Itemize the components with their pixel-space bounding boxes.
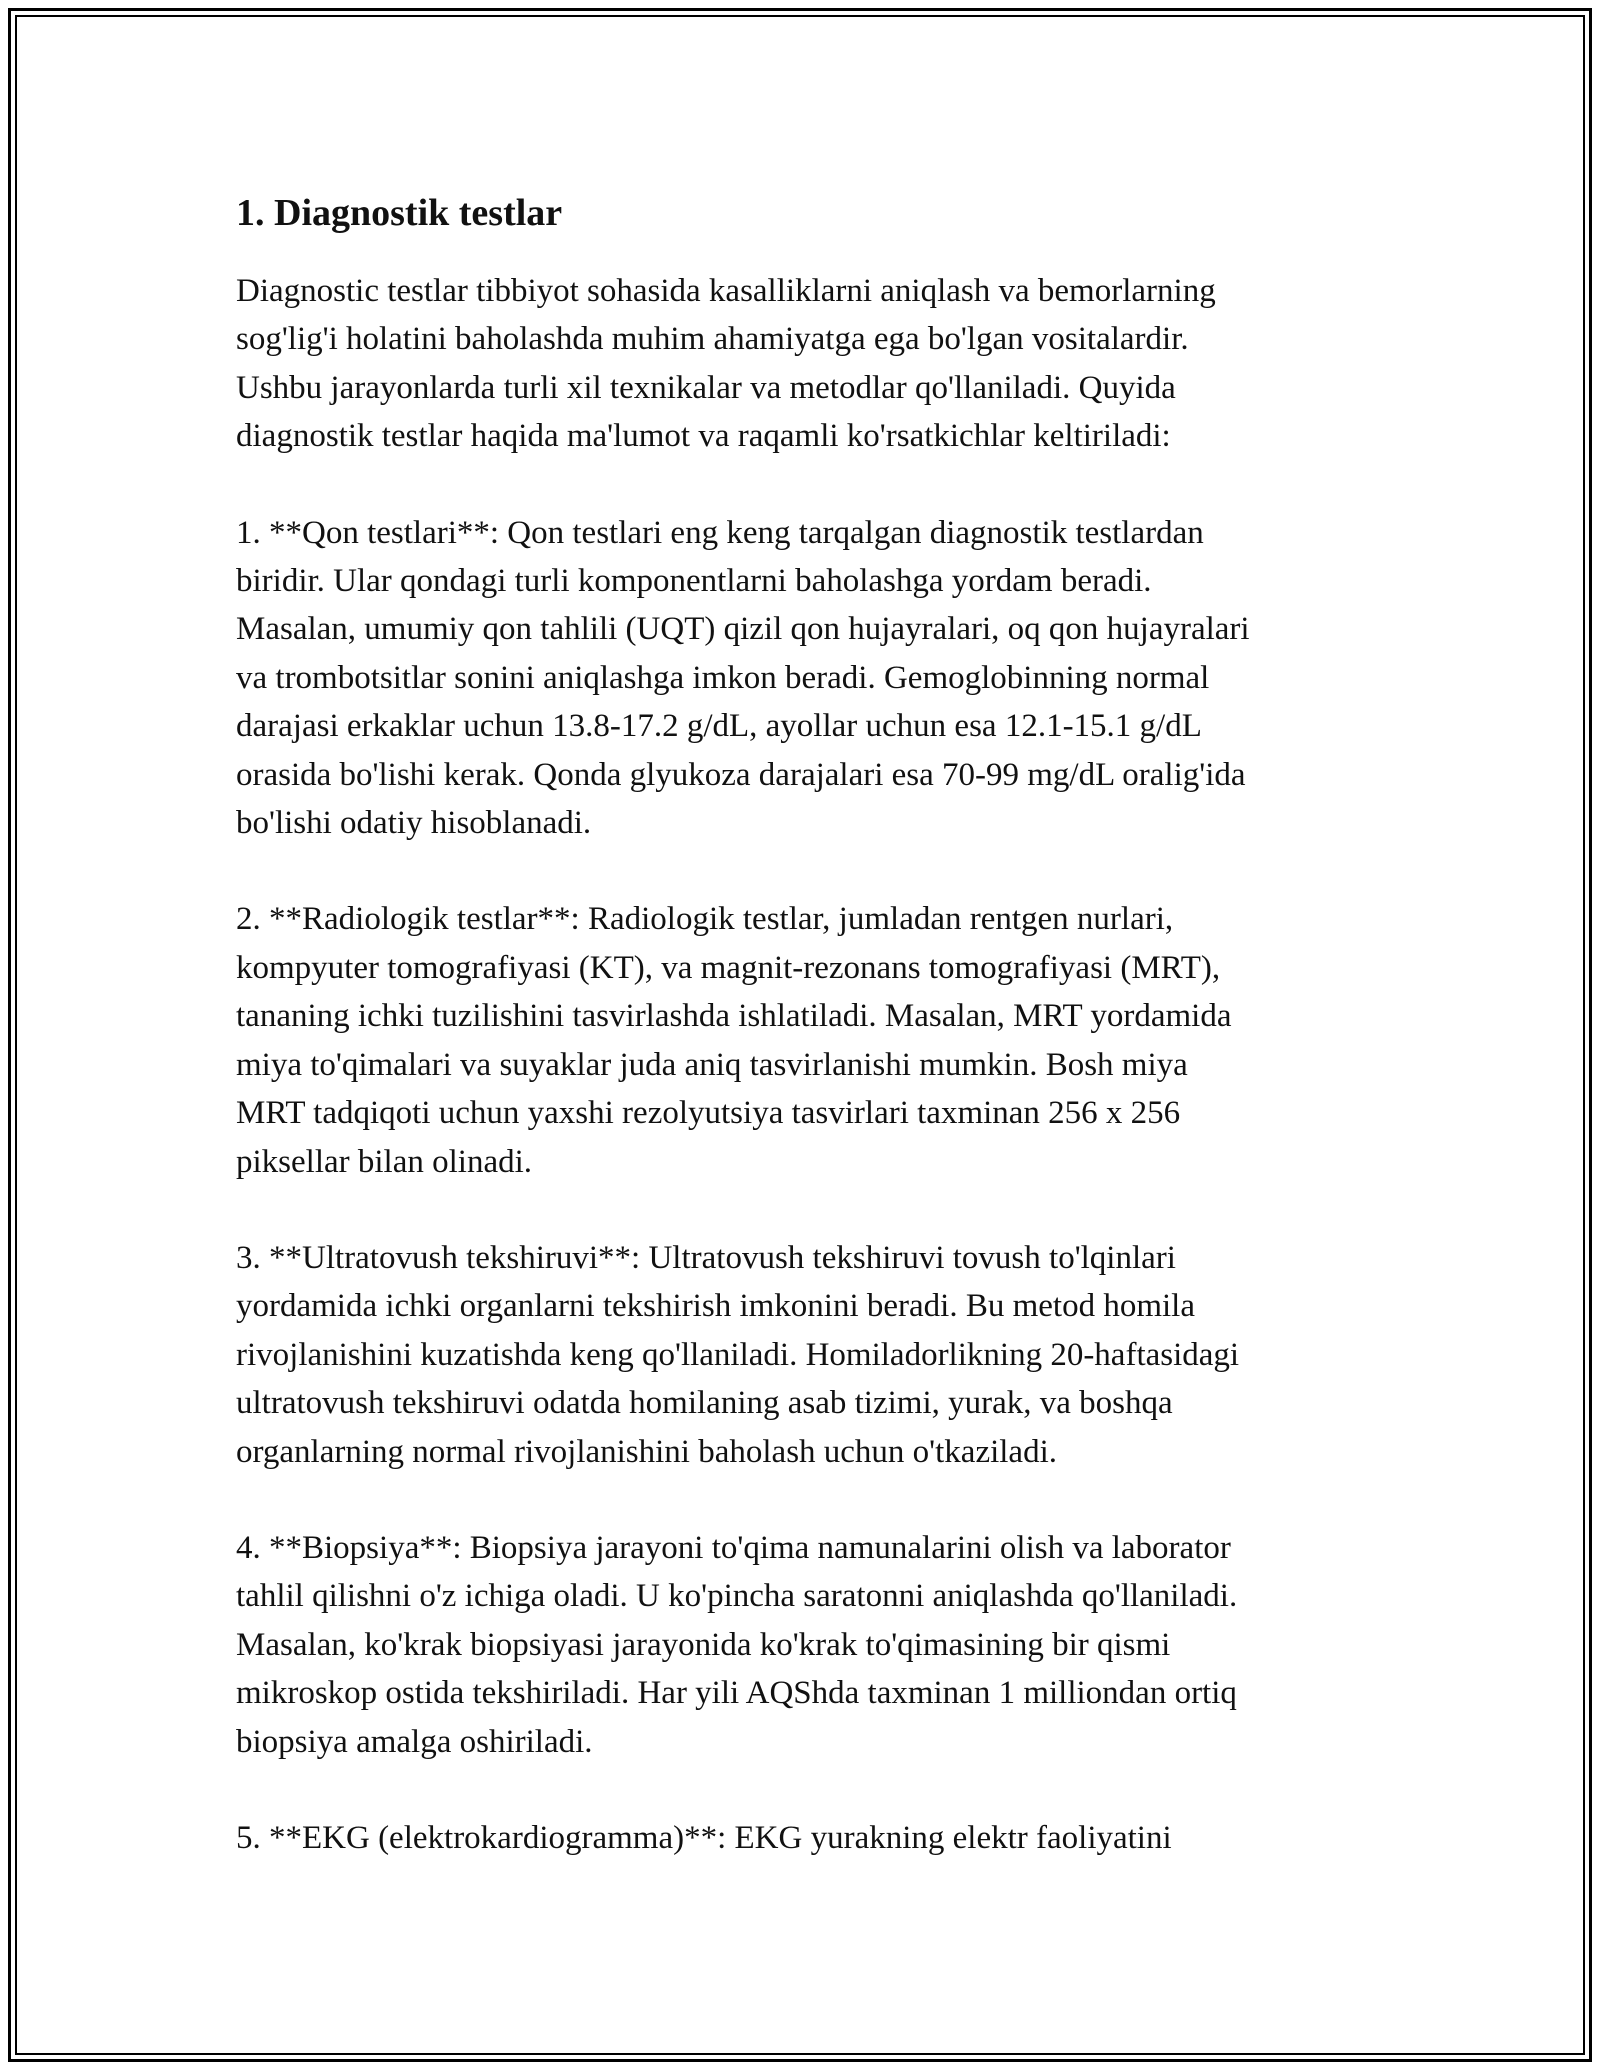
paragraph-ecg: 5. **EKG (elektrokardiogramma)**: EKG yurakning elektr faoliyatini — [236, 1819, 1172, 1856]
document-body — [236, 185, 1386, 1910]
paragraph-biopsy: 4. **Biopsiya**: Biopsiya jarayoni to'qima namunalarini olish va laborator tahlil qilishni o'z ichiga oladi. U ko'pincha saratonni aniqlashda qo'llaniladi. Masalan, ko'krak biopsiyasi jarayonida ko'krak to'qimasining bir qismi mikroskop ostida tekshiriladi. Har yili AQShda taxminan 1 milliondan ortiq biopsiya amalga oshiriladi. — [236, 1529, 1238, 1760]
intro-paragraph: Diagnostic testlar tibbiyot sohasida kasalliklarni aniqlash va bemorlarning sog'lig'i holatini baholashda muhim ahamiyatga ega bo'lgan vositalardir. Ushbu jarayonlarda turli xil texnikalar va metodlar qo'llaniladi. Quyida diagnostik testlar haqida ma'lumot va raqamli ko'rsatkichlar keltiriladi: — [236, 273, 1216, 455]
paragraph-blood-tests: 1. **Qon testlari**: Qon testlari eng keng tarqalgan diagnostik testlardan biridir. Ular qondagi turli komponentlarni baholashga yordam beradi. Masalan, umumiy qon tahlili (UQT) qizil qon hujayralari, oq qon hujayralari va trombotsitlar sonini aniqlashga imkon beradi. Gemoglobinning normal darajasi erkaklar uchun 13.8-17.2 g/dL, ayollar uchun esa 12.1-15.1 g/dL orasida bo'lishi kerak. Qonda glyukoza darajalari esa 70-99 mg/dL oralig'ida bo'lishi odatiy hisoblanadi. — [236, 514, 1250, 842]
paragraph-ultrasound: 3. **Ultratovush tekshiruvi**: Ultratovush tekshiruvi tovush to'lqinlari yordamida ichki organlarni tekshirish imkonini beradi. Bu metod homila rivojlanishini kuzatishda keng qo'llaniladi. Homiladorlikning 20-haftasidagi ultratovush tekshiruvi odatda homilaning asab tizimi, yurak, va boshqa organlarning normal rivojlanishini baholash uchun o'tkaziladi. — [236, 1239, 1240, 1470]
section-heading: 1. Diagnostik testlar — [236, 192, 563, 234]
paragraph-radiology-tests: 2. **Radiologik testlar**: Radiologik testlar, jumladan rentgen nurlari, kompyuter tomografiyasi (KT), va magnit-rezonans tomografiyasi (MRT), tananing ichki tuzilishini tasvirlashda ishlatiladi. Masalan, MRT yordamida miya to'qimalari va suyaklar juda aniq tasvirlanishi mumkin. Bosh miya MRT tadqiqoti uchun yaxshi rezolyutsiya tasvirlari taxminan 256 x 256 piksellar bilan olinadi. — [236, 901, 1232, 1180]
